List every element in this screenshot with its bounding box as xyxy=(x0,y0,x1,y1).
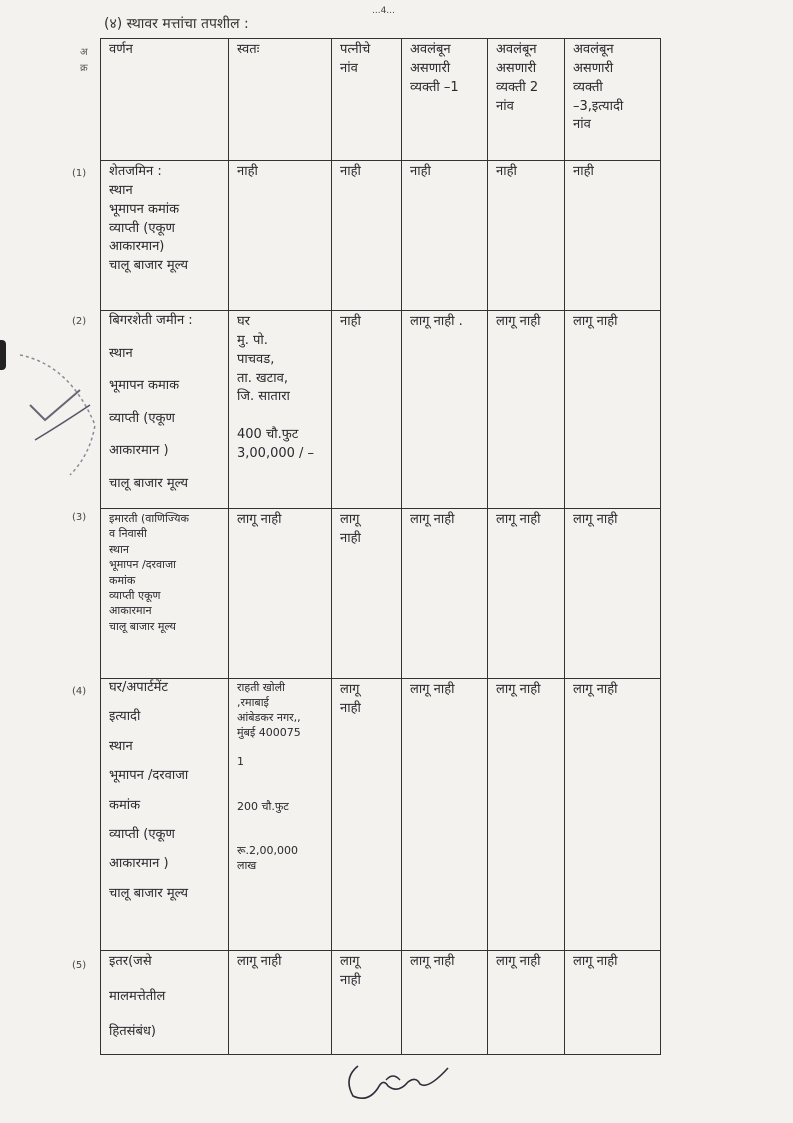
row-4-dependent-1: लागू नाही xyxy=(402,679,488,951)
header-dependent-3: अवलंबून असणारी व्यक्ती –3,इत्यादी नांव xyxy=(565,39,661,161)
row-1-self: नाही xyxy=(229,161,332,311)
immovable-assets-table xyxy=(100,38,661,1055)
row-2-self: घर मु. पो. पाचवड, ता. खटाव, जि. सातारा 400 चौ.फुट 3,00,000 / – xyxy=(229,311,332,509)
row-4-dependent-2: लागू नाही xyxy=(488,679,565,951)
table-row xyxy=(101,161,661,311)
row-5-dependent-2: लागू नाही xyxy=(488,951,565,1055)
row-1-spouse: नाही xyxy=(332,161,402,311)
row-1-dependent-2: नाही xyxy=(488,161,565,311)
row-5-dependent-1: लागू नाही xyxy=(402,951,488,1055)
signature-mark xyxy=(338,1058,458,1103)
row-5-dependent-3: लागू नाही xyxy=(565,951,661,1055)
row-1-description: शेतजमिन : स्थान भूमापन कमांक व्याप्ती (एकूण आकारमान) चालू बाजार मूल्य xyxy=(101,161,229,311)
row-2-dependent-3: लागू नाही xyxy=(565,311,661,509)
table-row xyxy=(101,951,661,1055)
row-4-dependent-3: लागू नाही xyxy=(565,679,661,951)
row-2-dependent-2: लागू नाही xyxy=(488,311,565,509)
row-2-description: बिगरशेती जमीन : स्थान भूमापन कमाक व्याप्ती (एकूण आकारमान ) चालू बाजार मूल्य xyxy=(101,311,229,509)
row-5-self: लागू नाही xyxy=(229,951,332,1055)
table-row xyxy=(101,679,661,951)
header-dependent-2: अवलंबून असणारी व्यक्ती 2 नांव xyxy=(488,39,565,161)
table-row xyxy=(101,311,661,509)
left-margin-note-1: अ xyxy=(80,47,88,58)
table-header-row xyxy=(101,39,661,161)
row-number-3: (3) xyxy=(72,512,87,523)
row-number-5: (5) xyxy=(72,960,87,971)
header-dependent-1: अवलंबून असणारी व्यक्ती –1 xyxy=(402,39,488,161)
section-heading: (४) स्थावर मत्तांचा तपशील : xyxy=(104,16,249,32)
row-3-dependent-1: लागू नाही xyxy=(402,509,488,679)
row-number-4: (4) xyxy=(72,686,87,697)
row-4-description: घर/अपार्टमेंट इत्यादी स्थान भूमापन /दरवाजा कमांक व्याप्ती (एकूण आकारमान ) चालू बाजार मूल्य xyxy=(101,679,229,951)
row-4-self: राहती खोली ,रमाबाई आंबेडकर नगर,, मुंबई 400075 1 200 चौ.फुट रू.2,00,000 लाख xyxy=(229,679,332,951)
header-spouse: पत्नीचे नांव xyxy=(332,39,402,161)
table-row xyxy=(101,509,661,679)
row-3-spouse: लागू नाही xyxy=(332,509,402,679)
row-number-2: (2) xyxy=(72,316,87,327)
row-3-dependent-2: लागू नाही xyxy=(488,509,565,679)
row-1-dependent-3: नाही xyxy=(565,161,661,311)
row-3-dependent-3: लागू नाही xyxy=(565,509,661,679)
official-stamp-mark xyxy=(0,345,110,485)
left-margin-note-2: क्र xyxy=(80,63,88,74)
row-3-self: लागू नाही xyxy=(229,509,332,679)
row-4-spouse: लागू नाही xyxy=(332,679,402,951)
row-1-dependent-1: नाही xyxy=(402,161,488,311)
page-number: ...4... xyxy=(372,6,395,16)
row-2-spouse: नाही xyxy=(332,311,402,509)
row-number-1: (1) xyxy=(72,168,87,179)
row-5-spouse: लागू नाही xyxy=(332,951,402,1055)
row-5-description: इतर(जसे मालमत्तेतील हितसंबंध) xyxy=(101,951,229,1055)
header-self: स्वतः xyxy=(229,39,332,161)
header-description: वर्णन xyxy=(101,39,229,161)
row-2-dependent-1: लागू नाही . xyxy=(402,311,488,509)
row-3-description: इमारती (वाणिज्यिक व निवासी स्थान भूमापन /दरवाजा कमांक व्याप्ती एकूण आकारमान चालू बाजार मूल्य xyxy=(101,509,229,679)
